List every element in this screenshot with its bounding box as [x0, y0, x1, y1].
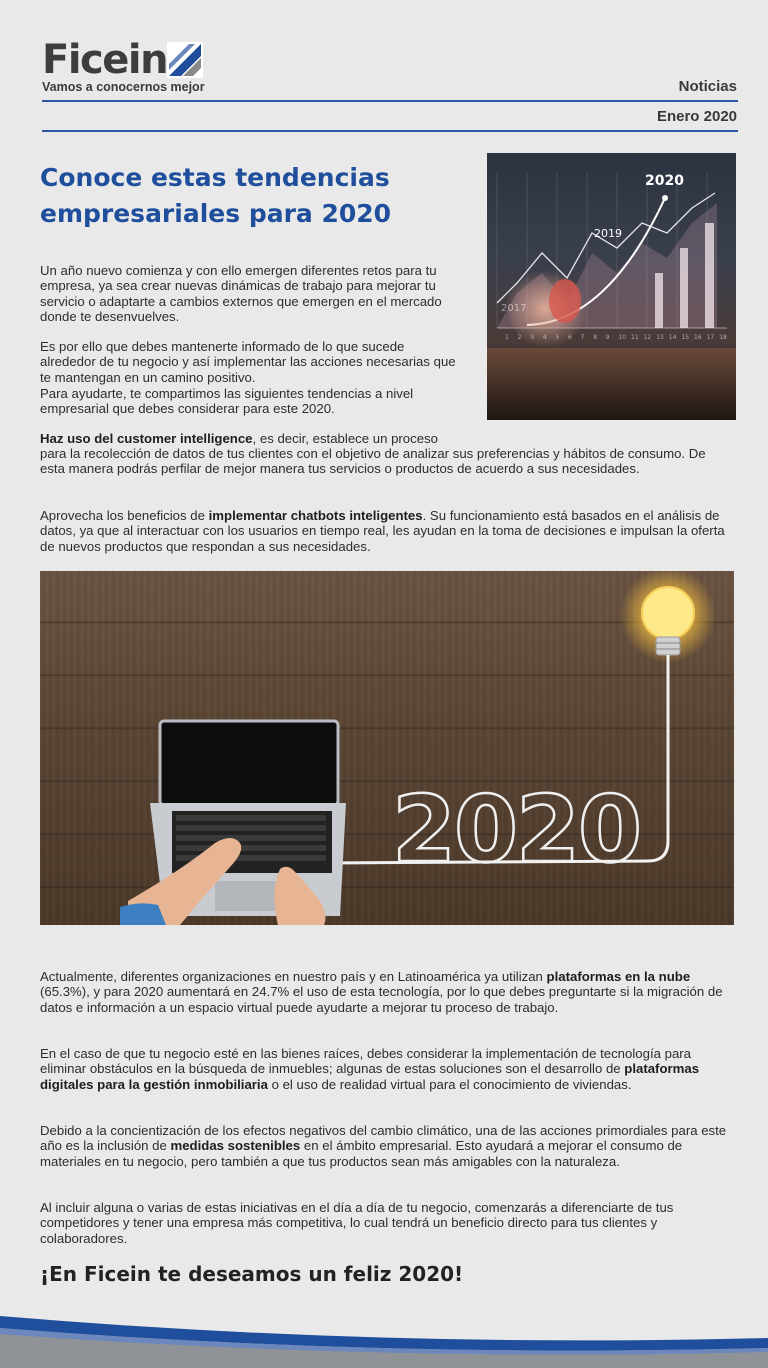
neon-2020-text: 2020 — [392, 776, 641, 883]
highlight-cloud-platforms: plataformas en la nube — [546, 969, 691, 984]
axis-tick-label: 16 — [694, 334, 702, 341]
ficein-logo — [42, 38, 205, 94]
paragraph-chatbots — [40, 508, 734, 554]
axis-tick-label: 18 — [719, 334, 727, 341]
axis-tick-label: 17 — [706, 334, 715, 341]
text: . Su funcionamiento está basados en el análisis de datos, ya que al interactuar con los usuarios en tiempo real, les ayudan en la toma de decisiones e impulsan la oferta de nuevos productos que respondan a sus necesidades. — [40, 508, 725, 554]
axis-tick-label: 13 — [656, 334, 664, 341]
axis-tick-label: 14 — [668, 334, 677, 341]
axis-tick-label: 11 — [631, 334, 639, 341]
paragraph-sustainability — [40, 1123, 734, 1169]
lightbulb-icon — [642, 587, 694, 639]
axis-tick-label: 2 — [517, 334, 522, 341]
axis-tick-label: 8 — [593, 334, 598, 341]
highlight-real-estate-platforms: plataformas digitales para la gestión inmobiliaria — [40, 1061, 700, 1092]
chart-label-2020: 2020 — [645, 173, 684, 189]
brand-name: Ficein — [42, 37, 168, 83]
axis-tick-label: 9 — [605, 334, 610, 341]
highlight-customer-intelligence: Haz uso del customer intelligence — [40, 431, 253, 446]
text: En el caso de que tu negocio esté en las bienes raíces, debes considerar la implementación de tecnología para eliminar obstáculos en la búsqueda de inmuebles; algunas de estas soluciones son el desarrollo de — [40, 1046, 691, 1077]
closing-message: ¡En Ficein te deseamos un feliz 2020! — [40, 1262, 464, 1286]
paragraph-customer-intelligence-lead — [40, 431, 490, 446]
text: Debido a la concientización de los efectos negativos del cambio climático, una de las acciones primordiales para este año es la inclusión de — [40, 1123, 727, 1154]
paragraph-conclusion: Al incluir alguna o varias de estas iniciativas en el día a día de tu negocio, comenzarás a diferenciarte de tus competidores y tener una empresa más competitiva, lo cual tendrá un beneficio directo para tus clientes y colaboradores. — [40, 1200, 674, 1246]
axis-tick-label: 12 — [643, 334, 652, 341]
issue-date: Enero 2020 — [656, 108, 737, 125]
footer-wave — [0, 1312, 768, 1368]
text: Actualmente, diferentes organizaciones en nuestro país y en Latinoamérica ya utilizan — [40, 969, 547, 984]
text: Aprovecha los beneficios de — [40, 508, 209, 523]
highlight-chatbots: implementar chatbots inteligentes — [208, 508, 423, 523]
axis-tick-label: 6 — [568, 334, 572, 341]
axis-tick-label: 7 — [580, 334, 585, 341]
growth-chart-photo — [487, 153, 736, 420]
axis-tick-label: 1 — [505, 334, 509, 341]
header-divider — [42, 100, 738, 102]
brand-tagline: Vamos a conocernos mejor — [42, 80, 205, 94]
paragraph-context-2: Para ayudarte, te compartimos las siguientes tendencias a nivel empresarial que debes considerar para este 2020. — [40, 386, 414, 417]
paragraph-real-estate — [40, 1046, 734, 1092]
text: (65.3%), y para 2020 aumentará en 24.7% el uso de esta tecnología, por lo que debes preguntarte si la migración de datos e información a un espacio virtual puede ayudarte a mejorar tu proceso de trabajo. — [40, 984, 723, 1015]
highlight-sustainable-measures: medidas sostenibles — [170, 1138, 301, 1154]
paragraph-customer-intelligence: para la recolección de datos de tus clientes con el objetivo de analizar sus preferencias y hábitos de consumo. De esta manera podrás perfilar de mejor manera tus servicios o productos de acuerdo a sus necesidades. — [40, 446, 706, 477]
paragraph-cloud-platforms — [40, 969, 734, 1015]
laptop-screen — [160, 721, 338, 805]
text: o el uso de realidad virtual para el conocimiento de viviendas. — [267, 1076, 632, 1092]
axis-tick-label: 4 — [542, 334, 547, 341]
ficein-mark-icon — [167, 42, 203, 78]
paragraph-intro: Un año nuevo comienza y con ello emergen diferentes retos para tu empresa, ya sea crear nuevas dinámicas de trabajo para mejorar tu servicio o adaptarte a cambios externos que emergen en el mercado donde te desenvuelves. — [40, 263, 442, 325]
text: , es decir, establece un proceso — [252, 431, 438, 446]
chart-label-2017: 2017 — [501, 303, 527, 314]
header-divider-bottom — [42, 130, 738, 132]
axis-tick-label: 3 — [530, 334, 535, 341]
chart-label-2019: 2019 — [594, 227, 622, 240]
section-label: Noticias — [678, 78, 737, 95]
paragraph-context: Es por ello que debes mantenerte informado de lo que sucede alrededor de tu negocio y así implementar las acciones necesarias que te mantengan en un camino positivo. — [40, 339, 456, 385]
axis-tick-label: 15 — [681, 334, 690, 341]
article-title: Conoce estas tendencias empresariales para 2020 — [40, 163, 392, 228]
laptop-2020-photo — [40, 571, 734, 925]
axis-tick-label: 10 — [618, 334, 627, 341]
text: en el ámbito empresarial. Esto ayudará a mejorar el consumo de materiales en tu negocio, pero también a que tus productos sean más amigables con la naturaleza. — [40, 1138, 683, 1169]
axis-tick-label: 5 — [555, 334, 560, 341]
